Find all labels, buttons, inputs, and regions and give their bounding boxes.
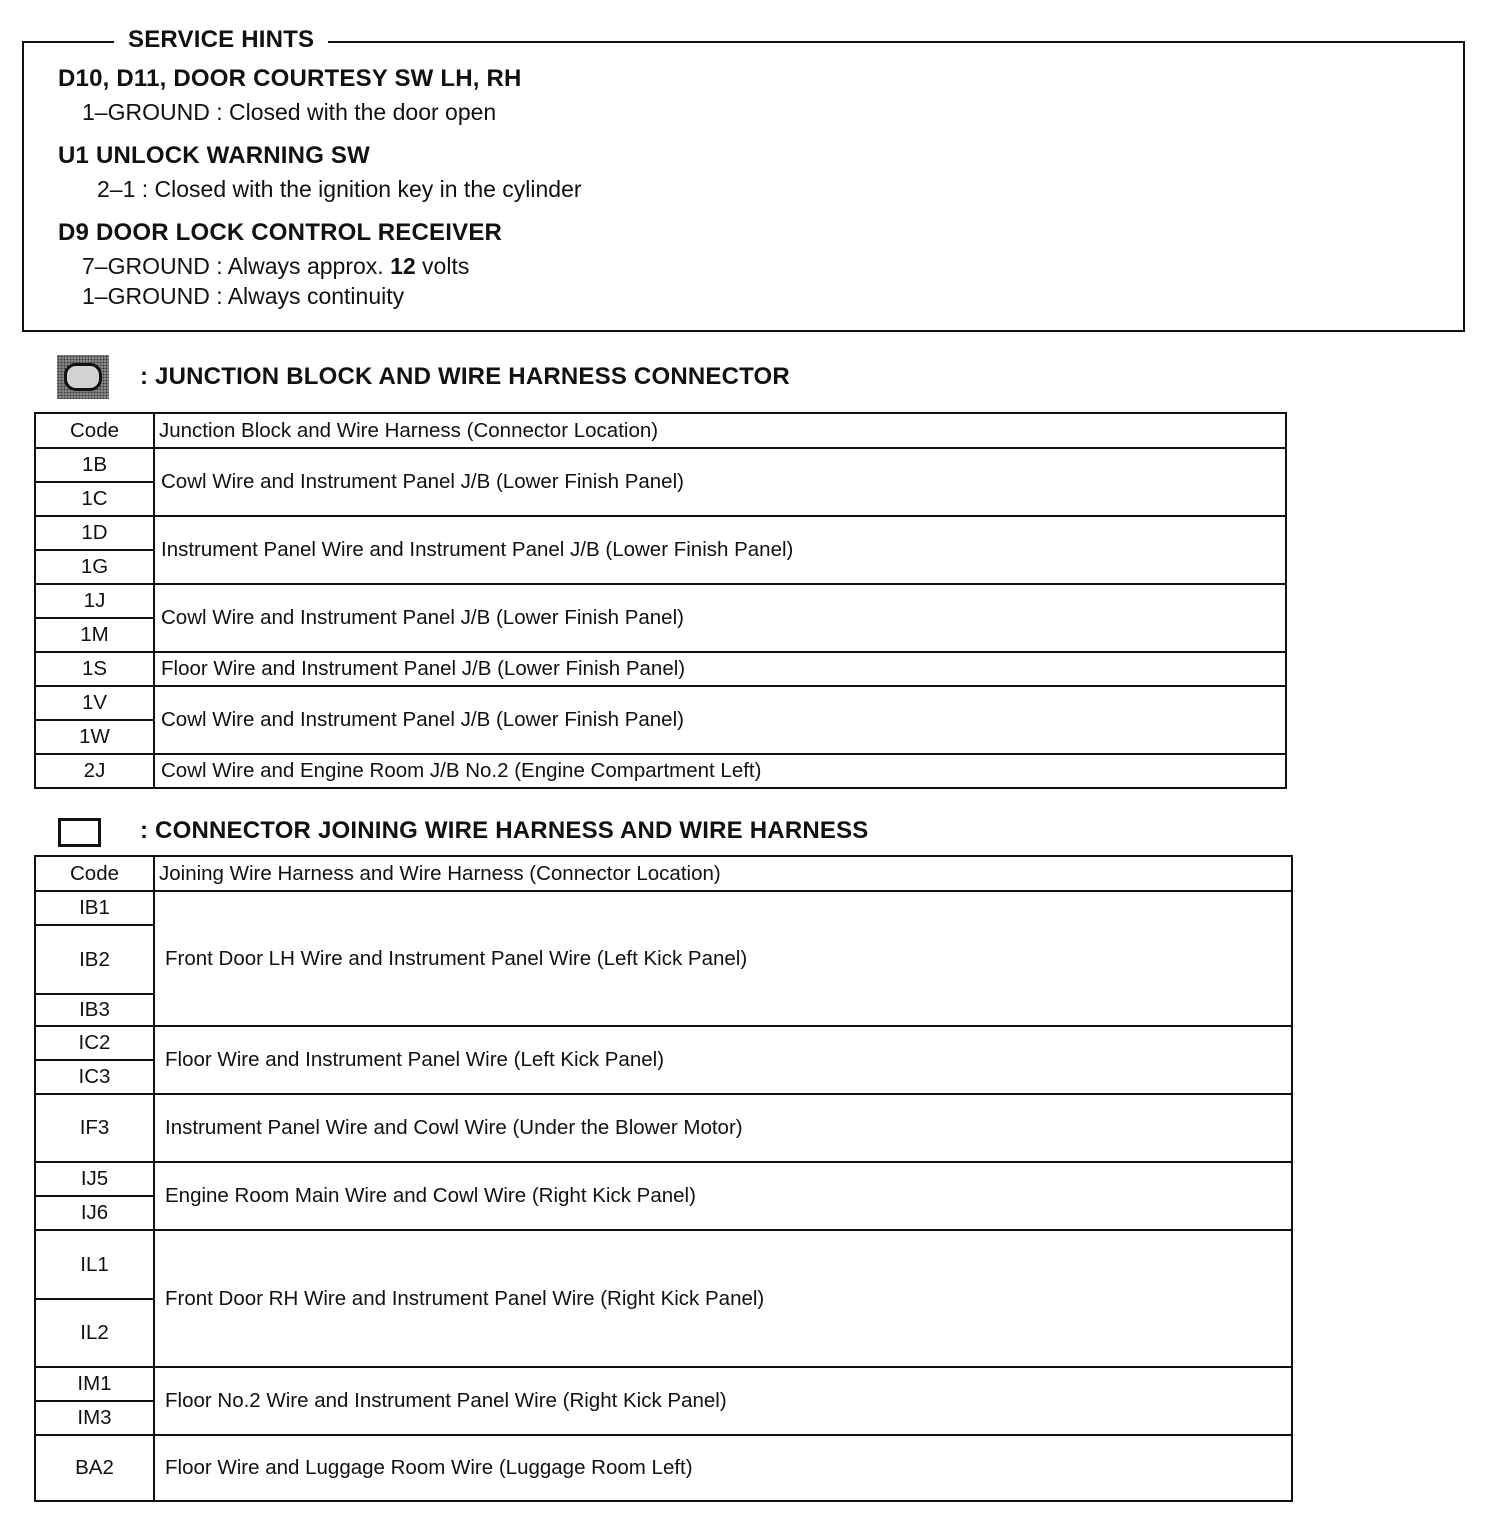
hint-line-receiver-voltage-suffix: volts (415, 253, 470, 279)
hint-line-door-courtesy: 1–GROUND : Closed with the door open (82, 99, 497, 125)
location-cell: Floor Wire and Luggage Room Wire (Luggage Room Left) (154, 1435, 1292, 1501)
code-cell: IC2 (35, 1026, 154, 1060)
location-cell: Cowl Wire and Instrument Panel J/B (Lower Finish Panel) (154, 686, 1286, 754)
table-row (35, 686, 1286, 720)
hint-line-receiver-continuity: 1–GROUND : Always continuity (82, 283, 405, 309)
code-cell: IL2 (35, 1299, 154, 1367)
table-header-row (35, 413, 1286, 448)
code-cell: IM3 (35, 1401, 154, 1435)
column-header-location: Joining Wire Harness and Wire Harness (Connector Location) (154, 856, 1292, 891)
code-cell: IB1 (35, 891, 154, 925)
code-cell: 1C (35, 482, 154, 516)
code-cell: IJ5 (35, 1162, 154, 1196)
service-hints-box (22, 26, 1465, 332)
location-cell: Cowl Wire and Instrument Panel J/B (Lower Finish Panel) (154, 584, 1286, 652)
code-cell: IM1 (35, 1367, 154, 1401)
code-cell: 1W (35, 720, 154, 754)
table-row (35, 1230, 1292, 1299)
code-cell: IL1 (35, 1230, 154, 1299)
location-cell: Cowl Wire and Engine Room J/B No.2 (Engine Compartment Left) (154, 754, 1286, 788)
code-cell: IF3 (35, 1094, 154, 1162)
junction-block-connector-icon (57, 355, 109, 399)
table-header-row (35, 856, 1292, 891)
table-row (35, 1435, 1292, 1501)
code-cell: 1J (35, 584, 154, 618)
table-row (35, 1094, 1292, 1162)
code-cell: 1M (35, 618, 154, 652)
location-cell: Instrument Panel Wire and Instrument Panel J/B (Lower Finish Panel) (154, 516, 1286, 584)
table-row (35, 1367, 1292, 1401)
code-cell: 2J (35, 754, 154, 788)
junction-block-connector-oval (64, 363, 102, 391)
code-cell: 1B (35, 448, 154, 482)
junction-block-table (34, 412, 1287, 789)
code-cell: 1G (35, 550, 154, 584)
location-cell: Cowl Wire and Instrument Panel J/B (Lower Finish Panel) (154, 448, 1286, 516)
code-cell: IJ6 (35, 1196, 154, 1230)
hint-line-receiver-voltage (82, 253, 469, 280)
junction-block-section-title: : JUNCTION BLOCK AND WIRE HARNESS CONNECTOR (140, 363, 790, 390)
connector-section-title: : CONNECTOR JOINING WIRE HARNESS AND WIRE HARNESS (140, 817, 869, 844)
location-cell: Instrument Panel Wire and Cowl Wire (Under the Blower Motor) (154, 1094, 1292, 1162)
table-row (35, 516, 1286, 550)
code-cell: IB2 (35, 925, 154, 994)
location-cell: Engine Room Main Wire and Cowl Wire (Right Kick Panel) (154, 1162, 1292, 1230)
code-cell: 1D (35, 516, 154, 550)
hint-heading-door-lock-receiver: D9 DOOR LOCK CONTROL RECEIVER (58, 219, 503, 246)
table-row (35, 1026, 1292, 1060)
location-cell: Front Door LH Wire and Instrument Panel Wire (Left Kick Panel) (154, 891, 1292, 1026)
connector-joining-icon (58, 818, 101, 847)
location-cell: Front Door RH Wire and Instrument Panel Wire (Right Kick Panel) (154, 1230, 1292, 1367)
connector-table (34, 855, 1293, 1502)
code-cell: IB3 (35, 994, 154, 1026)
hint-heading-door-courtesy-sw: D10, D11, DOOR COURTESY SW LH, RH (58, 65, 522, 92)
column-header-code: Code (35, 856, 154, 891)
column-header-location: Junction Block and Wire Harness (Connector Location) (154, 413, 1286, 448)
code-cell: IC3 (35, 1060, 154, 1094)
location-cell: Floor Wire and Instrument Panel J/B (Lower Finish Panel) (154, 652, 1286, 686)
location-cell: Floor Wire and Instrument Panel Wire (Left Kick Panel) (154, 1026, 1292, 1094)
column-header-code: Code (35, 413, 154, 448)
hint-line-receiver-voltage-value: 12 (390, 253, 416, 279)
service-hints-title: SERVICE HINTS (114, 26, 328, 54)
table-row (35, 1162, 1292, 1196)
code-cell: 1V (35, 686, 154, 720)
hint-line-receiver-voltage-prefix: 7–GROUND : Always approx. (82, 253, 391, 279)
table-row (35, 448, 1286, 482)
hint-line-unlock-warning: 2–1 : Closed with the ignition key in the cylinder (97, 176, 582, 202)
code-cell: 1S (35, 652, 154, 686)
table-row (35, 652, 1286, 686)
table-row (35, 584, 1286, 618)
table-row (35, 754, 1286, 788)
hint-heading-unlock-warning-sw: U1 UNLOCK WARNING SW (58, 142, 370, 169)
location-cell: Floor No.2 Wire and Instrument Panel Wire (Right Kick Panel) (154, 1367, 1292, 1435)
table-row (35, 891, 1292, 925)
code-cell: BA2 (35, 1435, 154, 1501)
